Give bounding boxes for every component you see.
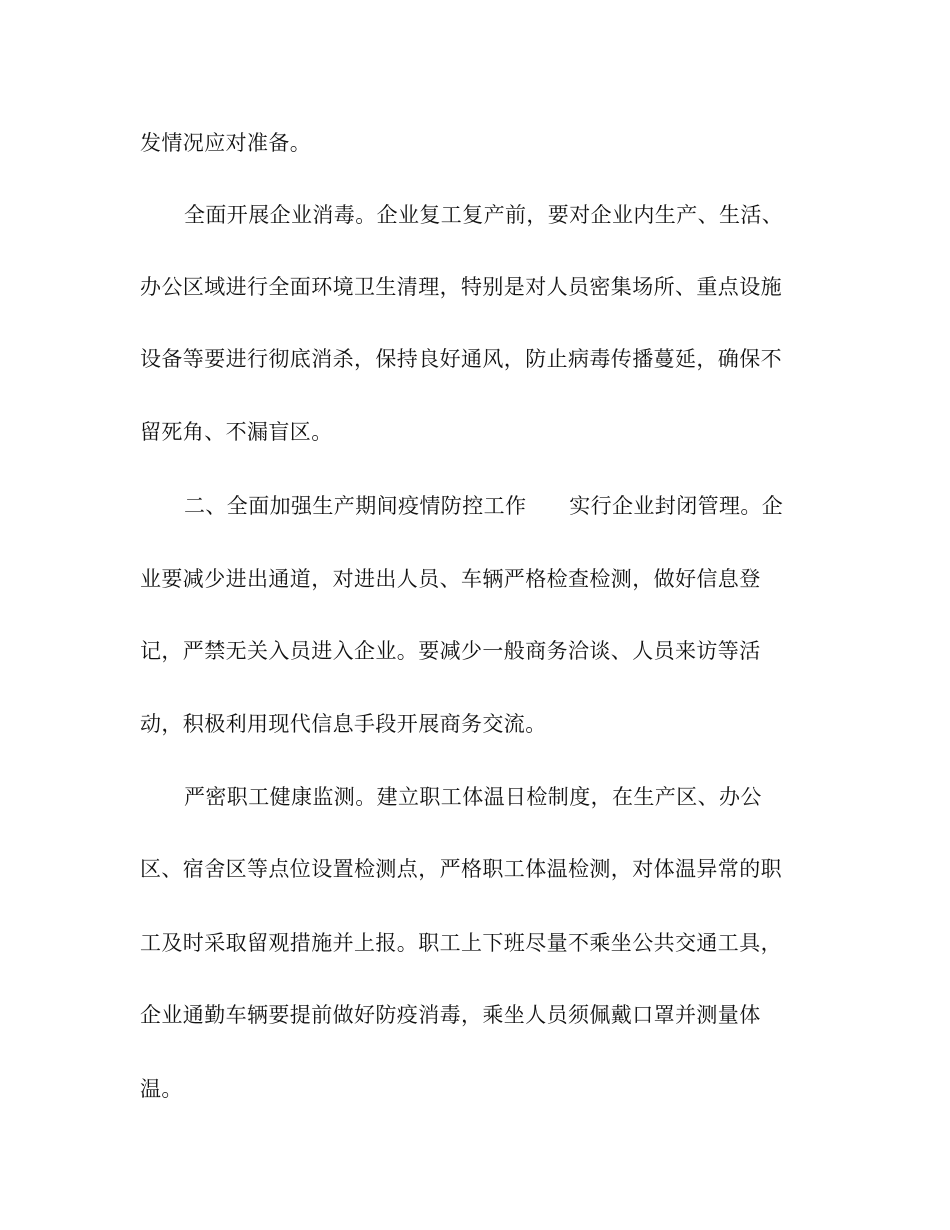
paragraph-start-line: 严密职工健康监测。建立职工体温日检制度，在生产区、办公 [184,785,762,809]
text-line: 企业通勤车辆要提前做好防疫消毒，乘坐人员须佩戴口罩并测量体 [140,1003,761,1027]
text-line: 工及时采取留观措施并上报。职工上下班尽量不乘坐公共交通工具， [140,931,782,955]
paragraph-start-line: 全面开展企业消毒。企业复工复产前，要对企业内生产、生活、 [184,203,784,227]
section-heading-line: 二、全面加强生产期间疫情防控工作 实行企业封闭管理。企 [184,494,784,518]
text-line: 发情况应对准备。 [140,131,312,155]
text-line: 业要减少进出通道，对进出人员、车辆严格检查检测，做好信息登 [140,567,761,591]
text-line: 留死角、不漏盲区。 [140,420,333,444]
text-line: 动，积极利用现代信息手段开展商务交流。 [140,712,547,736]
text-line: 温。 [140,1077,183,1101]
text-line: 区、宿舍区等点位设置检测点，严格职工体温检测，对体温异常的职 [140,857,782,881]
text-line: 办公区域进行全面环境卫生清理，特别是对人员密集场所、重点设施 [140,275,782,299]
text-line: 设备等要进行彻底消杀，保持良好通风，防止病毒传播蔓延，确保不 [140,347,782,371]
text-line: 记，严禁无关入员进入企业。要减少一般商务洽谈、人员来访等活 [140,639,761,663]
